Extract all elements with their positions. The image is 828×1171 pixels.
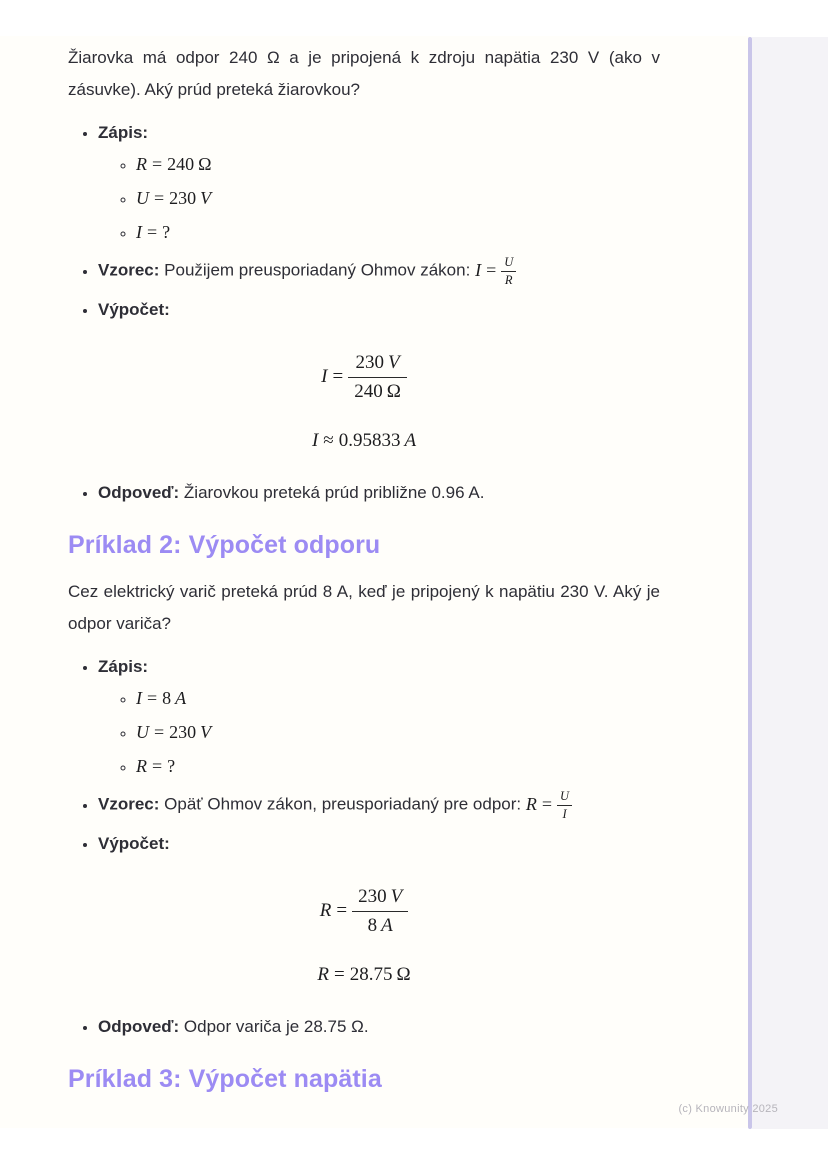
math-expression: [136, 222, 170, 242]
math-expression: [136, 688, 186, 708]
math-expression: [321, 352, 407, 402]
vzorec-label: Vzorec:: [98, 260, 160, 280]
odpoved-text: Žiarovkou preteká prúd približne 0.96 A.: [183, 483, 485, 502]
vzorec-item: [98, 790, 660, 820]
math-unit: V: [200, 722, 212, 742]
example2-heading: Príklad 2: Výpočet odporu: [68, 531, 381, 559]
zapis-item: [98, 656, 660, 777]
math-number: 240: [354, 381, 383, 402]
math-relation: =: [152, 756, 163, 776]
math-variable: R: [136, 756, 147, 776]
math-expression: [319, 886, 408, 936]
math-variable: U: [136, 188, 149, 208]
math-expression: [136, 188, 211, 208]
odpoved-label: Odpoveď:: [98, 1017, 180, 1036]
zapis-sublist: [98, 688, 660, 777]
math-line: [136, 756, 660, 777]
scrollbar-thumb[interactable]: [748, 37, 752, 1129]
fraction-denominator: I: [557, 805, 572, 821]
fraction-denominator: R: [501, 271, 516, 287]
display-equation: [68, 885, 660, 938]
math-unit: Ω: [396, 964, 411, 985]
fraction-denominator: [352, 911, 408, 938]
math-variable: I: [321, 365, 328, 387]
fraction-numerator: U: [560, 789, 570, 803]
math-expression: [317, 964, 410, 985]
vzorec-item: [98, 256, 660, 286]
example2-intro: Cez elektrický varič preteká prúd 8 A, keď je pripojený k napätiu 230 V. Aký je odpor variča?: [68, 582, 660, 633]
math-expression: [136, 722, 211, 742]
vypocet-label: Výpočet:: [98, 300, 170, 319]
math-number: 8: [367, 915, 378, 936]
math-number: 230: [169, 722, 197, 742]
math-variable: R: [525, 793, 537, 814]
math-unit: V: [390, 886, 403, 907]
fraction-numerator: [352, 885, 408, 911]
math-relation: =: [154, 188, 165, 208]
math-number: ?: [162, 222, 171, 242]
math-number: 230: [355, 352, 384, 373]
math-number: ?: [167, 756, 176, 776]
example2-list: [68, 656, 660, 855]
math-relation: ≈: [323, 430, 334, 451]
inline-fraction: [557, 790, 572, 820]
odpoved-item: [98, 482, 660, 504]
math-variable: R: [317, 964, 329, 985]
math-relation: =: [334, 964, 345, 985]
example1-intro: Žiarovka má odpor 240 Ω a je pripojená k zdroju napätia 230 V (ako v zásuvke). Aký prúd preteká žiarovkou?: [68, 48, 660, 99]
display-equation: [68, 351, 660, 404]
inline-formula: [475, 255, 516, 287]
math-relation: =: [147, 688, 158, 708]
math-line: [136, 722, 660, 743]
math-number: 230: [358, 886, 387, 907]
math-relation: =: [541, 793, 553, 814]
math-unit: A: [175, 688, 187, 708]
math-number: 8: [162, 688, 172, 708]
odpoved-text: Odpor variča je 28.75 Ω.: [183, 1017, 369, 1036]
display-equation-result: [68, 964, 660, 986]
inline-formula: [525, 789, 572, 821]
math-relation: =: [152, 154, 163, 174]
math-variable: I: [475, 259, 482, 280]
math-variable: I: [311, 430, 319, 451]
math-line: [136, 688, 660, 709]
vzorec-text: Opäť Ohmov zákon, preusporiadaný pre odpor:: [164, 794, 522, 814]
display-equation-result: [68, 430, 660, 452]
zapis-label: Zápis:: [98, 657, 149, 676]
math-variable: R: [319, 899, 332, 921]
example2-answer-list: [68, 1016, 660, 1038]
math-variable: I: [136, 688, 142, 708]
math-relation: =: [486, 259, 497, 280]
math-number: 0.95833: [338, 430, 401, 451]
math-line: [136, 154, 660, 175]
math-expression: [312, 430, 416, 451]
math-number: 28.75: [349, 964, 393, 985]
fraction: [352, 885, 408, 938]
math-relation: =: [332, 365, 344, 387]
math-relation: =: [154, 722, 165, 742]
copyright-watermark: (c) Knowunity 2025: [678, 1103, 778, 1115]
odpoved-label: Odpoveď:: [98, 483, 180, 502]
math-unit: A: [381, 915, 393, 936]
math-line: [136, 222, 660, 243]
odpoved-item: [98, 1016, 660, 1038]
math-unit: Ω: [386, 381, 401, 402]
math-unit: V: [387, 352, 400, 373]
math-variable: U: [136, 722, 149, 742]
math-expression: [136, 154, 212, 174]
fraction-numerator: [348, 351, 407, 377]
math-number: 230: [169, 188, 197, 208]
zapis-sublist: [98, 154, 660, 243]
vzorec-text: Použijem preusporiadaný Ohmov zákon:: [164, 260, 471, 280]
math-number: 240: [167, 154, 195, 174]
example1-list: [68, 122, 660, 321]
fraction-denominator: [348, 377, 407, 404]
math-line: [136, 188, 660, 209]
zapis-label: Zápis:: [98, 123, 149, 142]
vypocet-item: [98, 833, 660, 855]
vzorec-label: Vzorec:: [98, 794, 160, 814]
zapis-item: [98, 122, 660, 243]
math-unit: Ω: [198, 154, 212, 174]
math-relation: =: [147, 222, 158, 242]
math-unit: A: [404, 430, 417, 451]
math-variable: R: [136, 154, 147, 174]
example1-answer-list: [68, 482, 660, 504]
vypocet-item: [98, 299, 660, 321]
fraction-numerator: U: [504, 255, 514, 269]
math-unit: V: [200, 188, 212, 208]
math-relation: =: [336, 899, 348, 921]
side-panel: [752, 37, 828, 1129]
example3-heading: Príklad 3: Výpočet napätia: [68, 1065, 382, 1093]
document-page: [0, 36, 750, 1128]
math-expression: [136, 756, 175, 776]
math-variable: I: [136, 222, 142, 242]
fraction: [348, 351, 407, 404]
vypocet-label: Výpočet:: [98, 834, 170, 853]
inline-fraction: [501, 256, 516, 286]
